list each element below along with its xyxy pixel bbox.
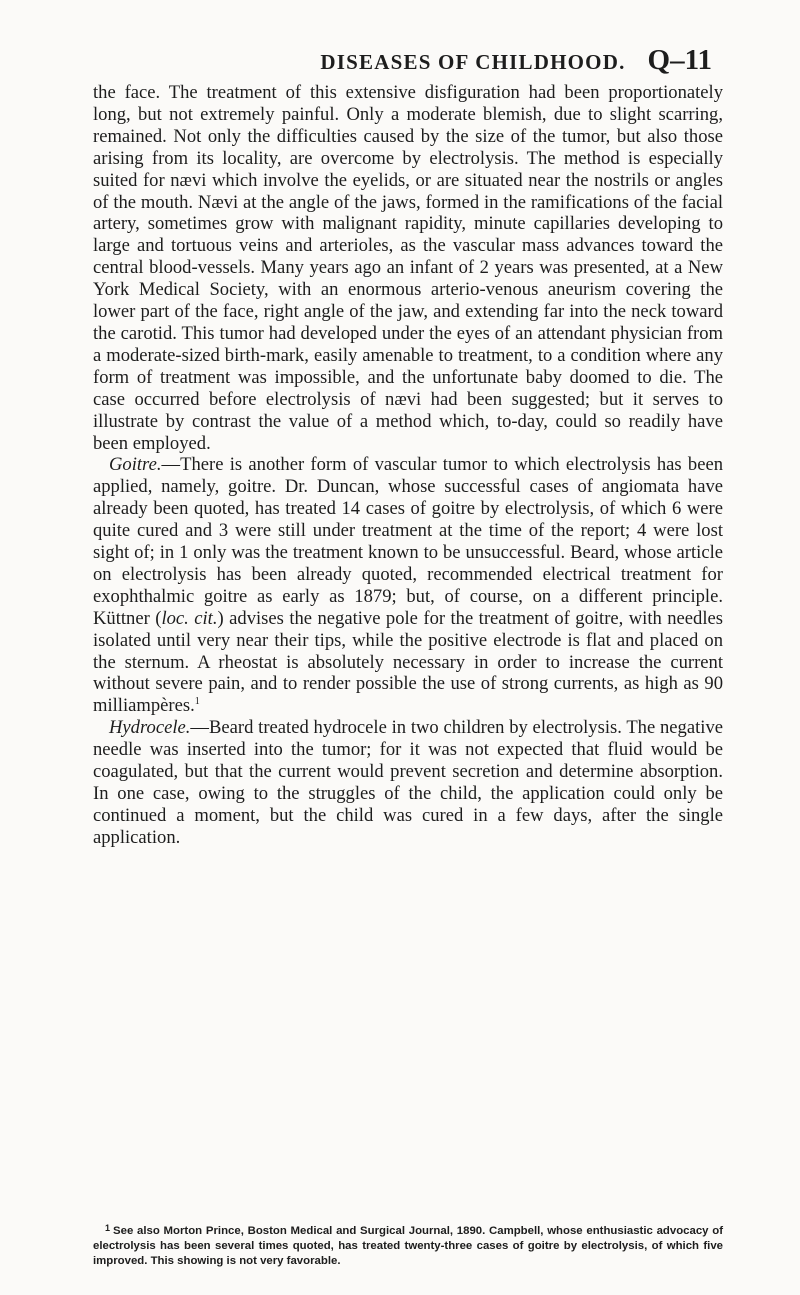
page-number: Q–11 [647,44,712,76]
goitre-text-a: —There is another form of vascular tumor to which electrolysis has been applied, namely, goitre. Dr. Duncan, whose successful cases of angiomata have already been quoted, has treated 14 cases of goitre by electrolysis, of which 6 were quite cured and 3 were still under treatment at the time of the report; 4 were lost sight of; in 1 only was the treatment known to be unsuccessful. Beard, whose article on electrolysis has been already quoted, recommended electrical treatment for exophthalmic goitre as early as 1879; but, of course, on a different principle. Küttner ( [93,454,723,629]
footnote-mark: 1 [105,1223,111,1233]
paragraph-goitre [93,454,723,717]
footnote-text: See also Morton Prince, Boston Medical and Surgical Journal, 1890. Campbell, whose enthusiastic advocacy of electrolysis has been several times quoted, has treated twenty-three cases of goitre by electrolysis, of which five improved. This showing is not very favorable. [93,1225,723,1267]
loc-cit: loc. cit. [161,607,218,629]
main-text [93,82,723,849]
footnote-reference[interactable]: 1 [194,696,200,708]
goitre-text-b: ) advises the negative pole for the treatment of goitre, with needles isolated until very near their tips, while the positive electrode is flat and placed on the sternum. A rheostat is absolutely necessary in order to increase the current without severe pain, and to render possible the use of strong currents, as high as 90 milliampères. [93,607,723,717]
running-title: DISEASES OF CHILDHOOD. [320,50,626,74]
footnote [93,1221,723,1269]
page-header [0,44,712,77]
hydrocele-text: —Beard treated hydrocele in two children by electrolysis. The negative needle was inserted into the tumor; for it was not expected that fluid would be coagulated, but that the current would prevent secretion and determine absorption. In one case, owing to the struggles of the child, the application could only be continued a moment, but the child was cured in a few days, after the single application. [93,717,723,848]
paragraph-hydrocele [93,717,723,848]
hydrocele-heading: Hydrocele. [109,717,191,739]
paragraph-naevi: the face. The treatment of this extensive disfiguration had been proportionately long, but not extremely painful. Only a moderate blemish, due to slight scarring, remained. Not only the difficulties caused by the size of the tumor, but also those arising from its locality, are overcome by electrolysis. The method is especially suited for nævi which involve the eyelids, or are situated near the nostrils or angles of the mouth. Nævi at the angle of the jaws, formed in the ramifications of the facial artery, sometimes grow with malignant rapidity, minute capillaries developing to large and tortuous veins and arterioles, as the vascular mass advances toward the central blood-vessels. Many years ago an infant of 2 years was presented, at a New York Medical Society, with an enormous arterio-venous aneurism covering the lower part of the face, right angle of the jaw, and extending far into the neck toward the carotid. This tumor had developed under the eyes of an attendant physician from a moderate-sized birth-mark, easily amenable to treatment, to a condition where any form of treatment was impossible, and the unfortunate baby doomed to die. The case occurred before electrolysis of nævi had been suggested; but it serves to illustrate by contrast the value of a method which, to-day, could so readily have been employed. [93,82,723,454]
goitre-heading: Goitre. [109,454,162,476]
